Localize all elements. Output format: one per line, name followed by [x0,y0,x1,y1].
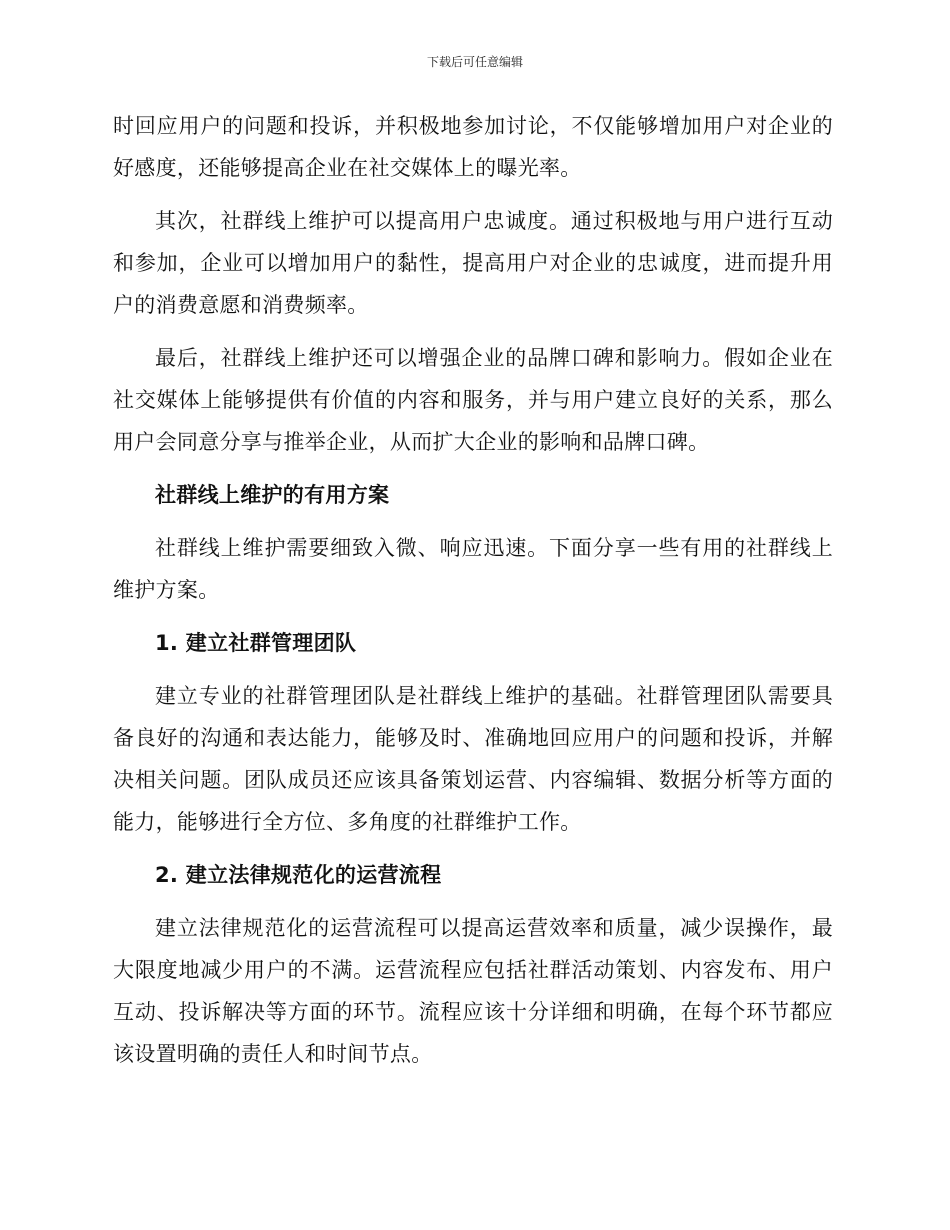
paragraph: 其次，社群线上维护可以提高用户忠诚度。通过积极地与用户进行互动和参加，企业可以增加用户的黏性，提高用户对企业的忠诚度，进而提升用户的消费意愿和消费频率。 [113,209,833,317]
document-body [113,105,833,1086]
paragraph: 最后，社群线上维护还可以增强企业的品牌口碑和影响力。假如企业在社交媒体上能够提供有价值的内容和服务，并与用户建立良好的关系，那么用户会同意分享与推举企业，从而扩大企业的影响和品牌口碑。 [113,346,833,454]
subsection-heading: 1. 建立社群管理团队 [155,631,357,655]
section-heading: 社群线上维护的有用方案 [155,483,390,507]
paragraph: 时回应用户的问题和投诉，并积极地参加讨论，不仅能够增加用户对企业的好感度，还能够提高企业在社交媒体上的曝光率。 [113,114,833,180]
paragraph: 建立专业的社群管理团队是社群线上维护的基础。社群管理团队需要具备良好的沟通和表达能力，能够及时、准确地回应用户的问题和投诉，并解决相关问题。团队成员还应该具备策划运营、内容编辑、数据分析等方面的能力，能够进行全方位、多角度的社群维护工作。 [113,684,833,834]
paragraph: 社群线上维护需要细致入微、响应迅速。下面分享一些有用的社群线上维护方案。 [113,536,833,602]
page-header: 下载后可任意编辑 [426,55,523,69]
paragraph: 建立法律规范化的运营流程可以提高运营效率和质量，减少误操作，最大限度地减少用户的不满。运营流程应包括社群活动策划、内容发布、用户互动、投诉解决等方面的环节。流程应该十分详细和明确，在每个环节都应该设置明确的责任人和时间节点。 [113,916,833,1066]
subsection-heading: 2. 建立法律规范化的运营流程 [155,863,442,887]
